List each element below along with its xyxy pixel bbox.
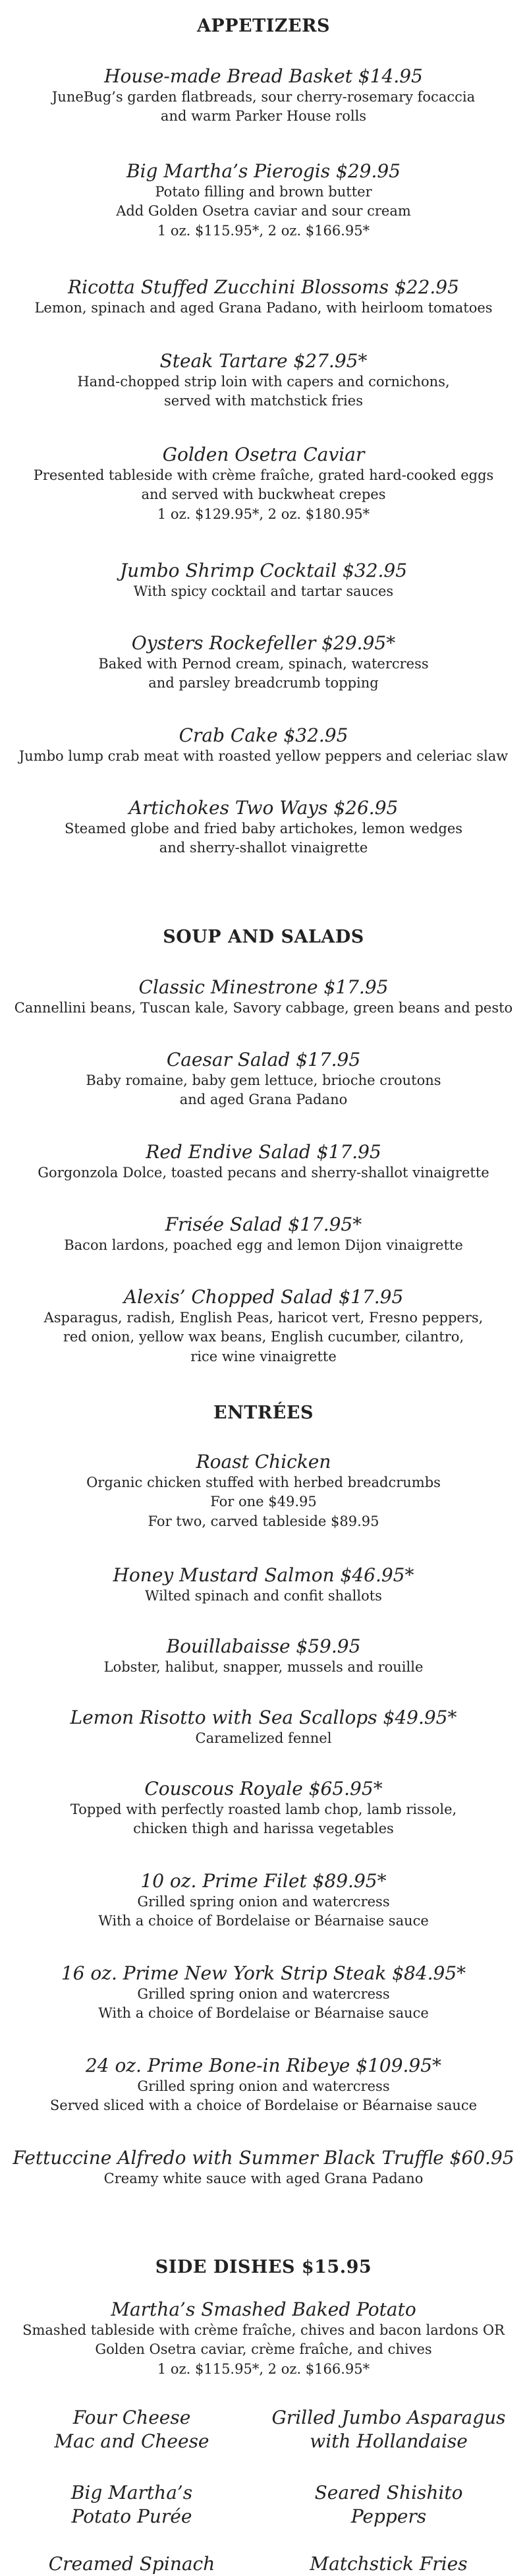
item-description: rice wine vinaigrette	[190, 1348, 337, 1364]
item-description: Lemon, spinach and aged Grana Padano, with heirloom tomatoes	[34, 300, 493, 316]
item-description: Grilled spring onion and watercress	[137, 1894, 390, 1910]
item-description: chicken thigh and harissa vegetables	[133, 1821, 394, 1837]
side-dish-line: Mac and Cheese	[54, 2430, 209, 2453]
item-name: Roast Chicken	[196, 1451, 331, 1473]
item-description: Baked with Pernod cream, spinach, watercress	[98, 656, 429, 672]
item-description: Cannellini beans, Tuscan kale, Savory cabbage, green beans and pesto	[14, 1000, 513, 1016]
item-name: Big Martha’s Pierogis $29.95	[126, 160, 401, 182]
item-description: and served with buckwheat crepes	[141, 486, 386, 503]
item-name: Crab Cake $32.95	[179, 724, 348, 746]
item-price-line: 1 oz. $115.95*, 2 oz. $166.95*	[157, 2360, 370, 2377]
item-name: 24 oz. Prime Bone-in Ribeye $109.95*	[85, 2055, 442, 2076]
item-name: Oysters Rockefeller $29.95*	[131, 632, 396, 654]
menu-item	[0, 1869, 527, 1931]
item-description: Hand-chopped strip loin with capers and cornichons,	[77, 374, 450, 390]
side-dish-line: Peppers	[350, 2505, 427, 2528]
item-description: served with matchstick fries	[164, 393, 363, 409]
item-name: Ricotta Stuffed Zucchini Blossoms $22.95	[68, 276, 459, 298]
menu-item	[0, 1564, 527, 1606]
item-description: Grilled spring onion and watercress	[137, 2078, 390, 2094]
side-dish	[264, 2406, 514, 2454]
side-dish-line: with Hollandaise	[310, 2430, 468, 2453]
item-name: Red Endive Salad $17.95	[146, 1141, 381, 1163]
item-description: With a choice of Bordelaise or Béarnaise sauce	[98, 1913, 429, 1929]
item-description: With spicy cocktail and tartar sauces	[133, 583, 394, 599]
menu-item	[0, 1777, 527, 1839]
item-name: Lemon Risotto with Sea Scallops $49.95*	[70, 1707, 457, 1728]
item-description: Jumbo lump crab meat with roasted yellow peppers and celeriac slaw	[18, 748, 509, 764]
item-description: Asparagus, radish, English Peas, haricot vert, Fresno peppers,	[43, 1310, 484, 1326]
side-dish	[283, 2552, 494, 2576]
item-price-line: 1 oz. $115.95*, 2 oz. $166.95*	[157, 222, 370, 239]
side-dish	[283, 2481, 494, 2529]
item-price-line: 1 oz. $129.95*, 2 oz. $180.95*	[157, 506, 370, 522]
item-description: With a choice of Bordelaise or Béarnaise sauce	[98, 2005, 429, 2022]
side-dish-line: Potato Purée	[71, 2505, 192, 2528]
menu-item	[0, 443, 527, 524]
item-description: Add Golden Osetra caviar and sour cream	[116, 203, 411, 220]
item-description: Bacon lardons, poached egg and lemon Dijon vinaigrette	[64, 1237, 463, 1253]
menu-item	[0, 1706, 527, 1748]
item-description: Lobster, halibut, snapper, mussels and rouille	[103, 1659, 424, 1675]
menu-item	[0, 1635, 527, 1677]
side-dish	[26, 2552, 237, 2576]
item-description: Topped with perfectly roasted lamb chop, lamb rissole,	[70, 1801, 457, 1817]
item-name: Martha’s Smashed Baked Potato	[111, 2298, 416, 2320]
item-name: Fettuccine Alfredo with Summer Black Truffle $60.95	[13, 2147, 514, 2169]
menu-item	[0, 1140, 527, 1183]
menu-item	[0, 631, 527, 693]
section-title: SOUP AND SALADS	[163, 927, 364, 947]
menu-item	[0, 976, 527, 1018]
side-dish	[26, 2481, 237, 2529]
item-description: and sherry-shallot vinaigrette	[159, 840, 368, 856]
item-description: red onion, yellow wax beans, English cucumber, cilantro,	[63, 1329, 464, 1345]
side-dish-line: Four Cheese	[72, 2407, 191, 2428]
menu-item	[0, 1962, 527, 2024]
item-description: Potato filling and brown butter	[155, 184, 372, 200]
item-description: Wilted spinach and confit shallots	[145, 1588, 382, 1604]
item-description: and parsley breadcrumb topping	[148, 675, 379, 691]
side-dish-line: Grilled Jumbo Asparagus	[271, 2407, 506, 2428]
side-dish-line: Matchstick Fries	[310, 2553, 468, 2575]
item-name: Alexis’ Chopped Salad $17.95	[123, 1286, 404, 1308]
side-dish-line: Big Martha’s	[70, 2482, 193, 2503]
menu-item	[0, 724, 527, 766]
appetizers-section	[0, 17, 527, 35]
item-description: Caramelized fennel	[195, 1730, 332, 1746]
menu-item	[0, 2146, 527, 2188]
item-description: Organic chicken stuffed with herbed breadcrumbs	[86, 1475, 441, 1490]
item-description: Gorgonzola Dolce, toasted pecans and sherry-shallot vinaigrette	[38, 1165, 489, 1181]
item-description: Creamy white sauce with aged Grana Padano	[103, 2171, 424, 2186]
menu-item	[0, 2298, 527, 2379]
sides-section	[0, 2258, 527, 2276]
item-name: Classic Minestrone $17.95	[138, 976, 389, 998]
item-name: Frisée Salad $17.95*	[165, 1214, 362, 1235]
item-description: Golden Osetra caviar, crème fraîche, and chives	[95, 2341, 432, 2358]
item-price-line: For two, carved tableside $89.95	[148, 1513, 379, 1529]
item-description: Served sliced with a choice of Bordelaise or Béarnaise sauce	[49, 2097, 478, 2114]
menu-item	[0, 559, 527, 601]
entrees-section	[0, 1404, 527, 1422]
menu-item	[0, 65, 527, 127]
item-name: Steak Tartare $27.95*	[159, 350, 368, 372]
item-description: Presented tableside with crème fraîche, grated hard-cooked eggs	[33, 467, 494, 483]
item-name: Caesar Salad $17.95	[166, 1049, 361, 1070]
menu-item	[0, 1450, 527, 1531]
menu-item	[0, 160, 527, 241]
item-description: and aged Grana Padano	[179, 1092, 348, 1108]
item-name: Honey Mustard Salmon $46.95*	[113, 1564, 414, 1586]
menu-item	[0, 349, 527, 411]
soups-section	[0, 928, 527, 946]
menu-item	[0, 276, 527, 318]
menu-item	[0, 2054, 527, 2116]
menu-item	[0, 1048, 527, 1110]
side-dish-line: Creamed Spinach	[48, 2553, 215, 2575]
item-description: Baby romaine, baby gem lettuce, brioche croutons	[86, 1072, 441, 1088]
item-name: Jumbo Shrimp Cocktail $32.95	[119, 560, 408, 581]
item-description: Smashed tableside with crème fraîche, chives and bacon lardons OR	[22, 2322, 505, 2338]
section-title: ENTRÉES	[213, 1403, 314, 1423]
section-title: APPETIZERS	[196, 16, 331, 36]
item-name: 10 oz. Prime Filet $89.95*	[140, 1870, 387, 1892]
item-name: House-made Bread Basket $14.95	[104, 65, 423, 87]
item-description: JuneBug’s garden flatbreads, sour cherry-rosemary focaccia	[51, 89, 476, 105]
item-description: and warm Parker House rolls	[160, 108, 367, 125]
section-title: SIDE DISHES $15.95	[155, 2257, 372, 2277]
item-description: Steamed globe and fried baby artichokes, lemon wedges	[64, 821, 463, 836]
item-name: Bouillabaisse $59.95	[166, 1635, 361, 1657]
side-dishes-grid	[0, 2406, 527, 2575]
item-name: Golden Osetra Caviar	[162, 444, 365, 465]
item-name: Artichokes Two Ways $26.95	[128, 797, 399, 819]
menu-item	[0, 796, 527, 858]
item-name: Couscous Royale $65.95*	[144, 1778, 383, 1800]
item-description: Grilled spring onion and watercress	[137, 1986, 390, 2002]
item-name: 16 oz. Prime New York Strip Steak $84.95*	[61, 1962, 466, 1984]
item-price-line: For one $49.95	[210, 1494, 317, 1510]
menu-item	[0, 1213, 527, 1255]
side-dish-line: Seared Shishito	[314, 2482, 463, 2503]
menu-item	[0, 1285, 527, 1366]
side-dish	[26, 2406, 237, 2454]
